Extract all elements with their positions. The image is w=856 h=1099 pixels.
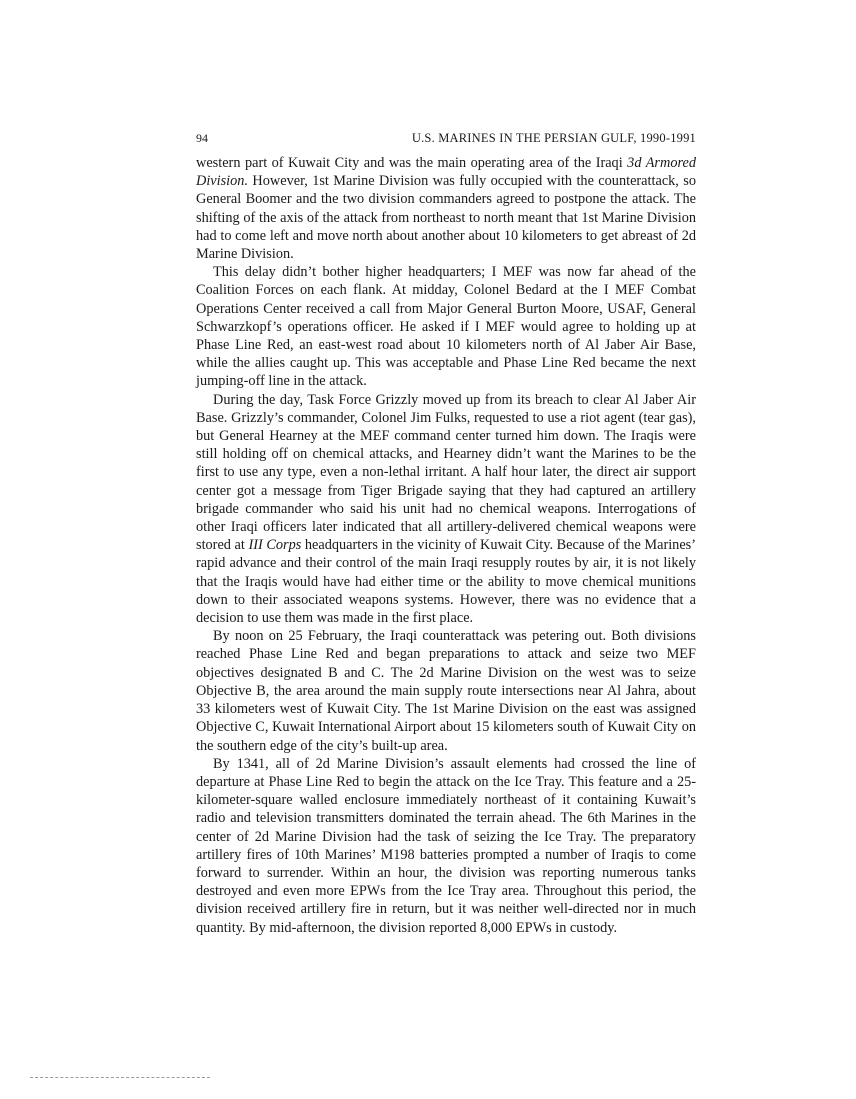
paragraph-1-text-a: western part of Kuwait City and was the main operating area of the Iraqi (196, 155, 628, 171)
paragraph-1-italic-unit: 3d Armored Division. (196, 155, 696, 190)
body-text (196, 154, 696, 937)
running-head: U.S. MARINES IN THE PERSIAN GULF, 1990-1991 (411, 131, 696, 145)
paragraph-2: This delay didn’t bother higher headquarters; I MEF was now far ahead of the Coalition Forces on each flank. At midday, Colonel Bedard at the I MEF Combat Operations Center received a call from Major General Burton Moore, USAF, General Schwarzkopf’s operations officer. He asked if I MEF would agree to holding up at Phase Line Red, an east-west road about 10 kilometers north of Al Jaber Air Base, while the allies caught up. This was acceptable and Phase Line Red became the next jumping-off line in the attack. (196, 264, 696, 390)
paragraph-3-text-a: During the day, Task Force Grizzly moved up from its breach to clear Al Jaber Air Base. Grizzly’s commander, Colonel Jim Fulks, requested to use a riot agent (tear gas), but General Hearney at the MEF command center turned him down. The Iraqis were still holding off on chemical attacks, and Hearney didn’t want the Marines to be the first to use any type, even a non-lethal irritant. A half hour later, the direct air support center got a message from Tiger Brigade saying that they had captured an artillery brigade commander who said his unit had no chemical weapons. Interrogations of other Iraqi officers later indicated that all artillery-delivered chemical weapons were stored at (196, 391, 696, 554)
page-header (196, 129, 696, 147)
paragraph-3-text-b: headquarters in the vicinity of Kuwait City. Because of the Marines’ rapid advance and their control of the main Iraqi resupply routes by air, it is not likely that the Iraqis would have had either time or the ability to move chemical munitions down to their associated weapons systems. However, there was no evidence that a decision to use them was made in the first place. (196, 537, 696, 627)
footer-scan-rule (30, 1077, 210, 1078)
page-number: 94 (196, 131, 208, 145)
paragraph-3-italic-corps: III Corps (248, 537, 302, 554)
paragraph-3 (196, 391, 696, 628)
paragraph-1-text-b: However, 1st Marine Division was fully occupied with the counterattack, so General Boomer and the two division commanders agreed to postpone the attack. The shifting of the axis of the attack from northeast to north meant that 1st Marine Division had to come left and move north about another about 10 kilometers to get abreast of 2d Marine Division. (196, 173, 696, 263)
paragraph-1 (196, 154, 696, 263)
paragraph-4: By noon on 25 February, the Iraqi counterattack was petering out. Both divisions reached Phase Line Red and began preparations to attack and seize two MEF objectives designated B and C. The 2d Marine Division on the west was to seize Objective B, the area around the main supply route intersections near Al Jahra, about 33 kilometers west of Kuwait City. The 1st Marine Division on the east was assigned Objective C, Kuwait International Airport about 15 kilometers south of Kuwait City on the southern edge of the city’s built-up area. (196, 628, 696, 754)
paragraph-5: By 1341, all of 2d Marine Division’s assault elements had crossed the line of departure at Phase Line Red to begin the attack on the Ice Tray. This feature and a 25-kilometer-square walled enclosure immediately northeast of it containing Kuwait’s radio and television transmitters dominated the terrain ahead. The 6th Marines in the center of 2d Marine Division had the task of seizing the Ice Tray. The preparatory artillery fires of 10th Marines’ M198 batteries prompted a number of Iraqis to come forward to surrender. Within an hour, the division was reporting numerous tanks destroyed and even more EPWs from the Ice Tray area. Throughout this period, the division received artillery fire in return, but it was neither well-directed nor in much quantity. By mid-afternoon, the division reported 8,000 EPWs in custody. (196, 755, 696, 936)
